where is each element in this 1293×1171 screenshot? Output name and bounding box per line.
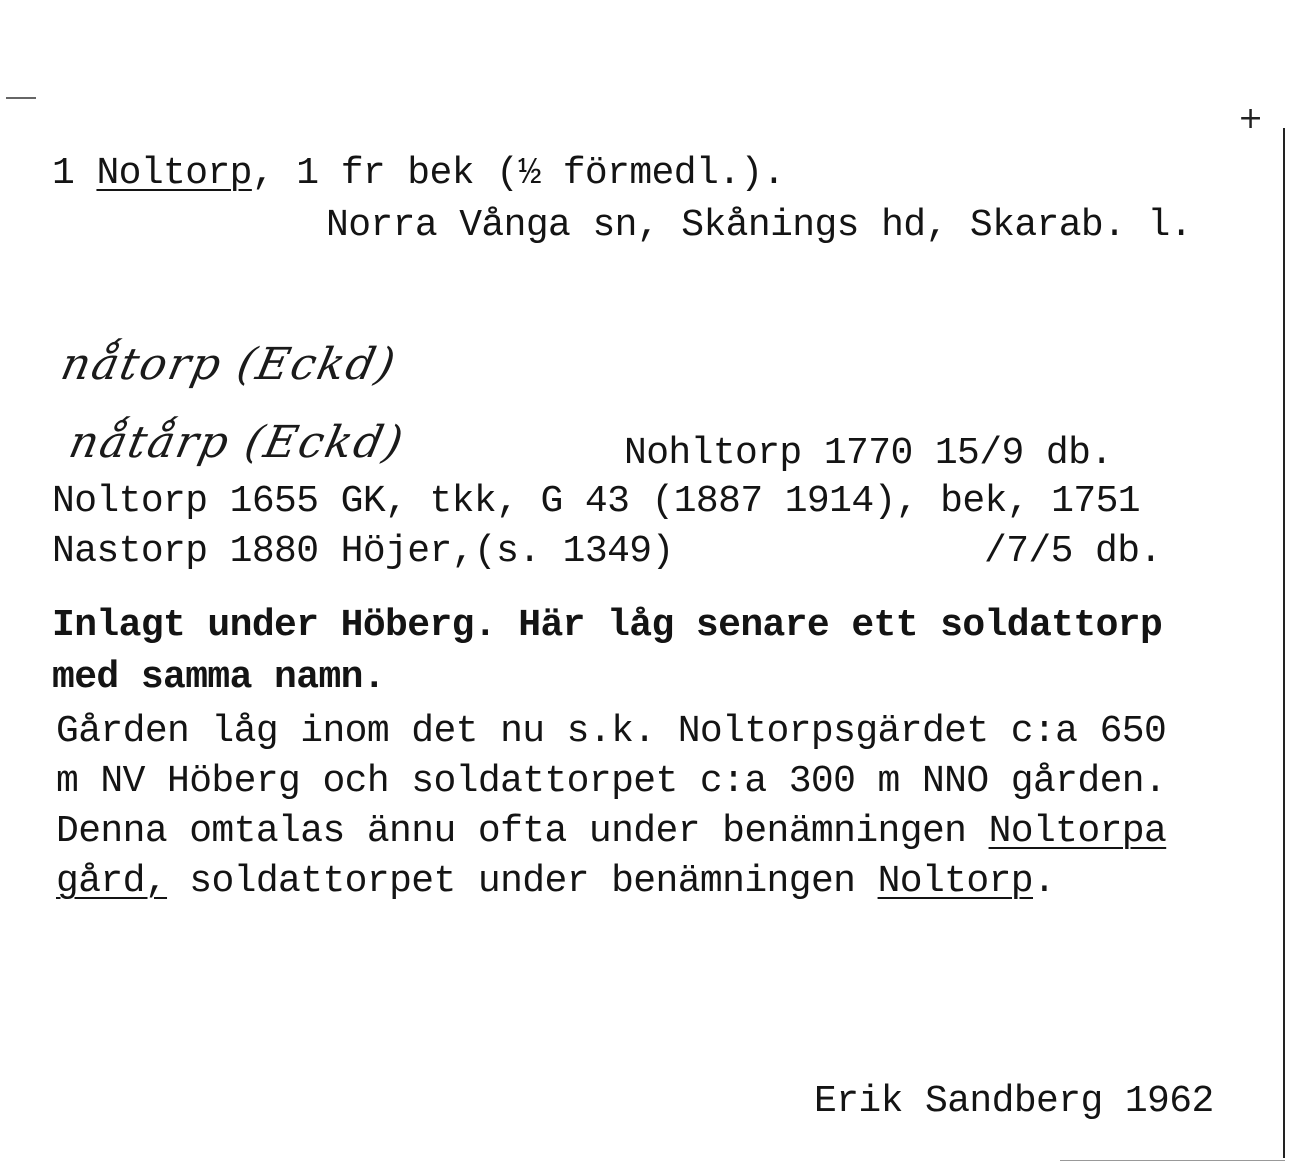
handwritten-form-2: nǻtǻrp (Eckd) [64,417,410,468]
header-line [52,152,785,196]
note-line-4-text: soldattorpet under benämningen [167,860,878,903]
note-line-3 [56,810,1166,854]
note-line-4 [56,860,1055,904]
entry-number: 1 [52,152,75,195]
header-rest: , 1 fr bek (½ förmedl.). [251,152,785,195]
handwritten-form-1: nǻtorp (Eckd) [56,339,402,390]
form-line-3-left: Nastorp 1880 Höjer,(s. 1349) [52,530,674,573]
form-line-1: Nohltorp 1770 15/9 db. [624,432,1113,475]
note-line-3-text: Denna omtalas ännu ofta under benämningen [56,810,989,853]
note-line-2: m NV Höberg och soldattorpet c:a 300 m NNO gården. [56,760,1167,803]
card-edge-bottom [1060,1160,1285,1161]
note-line-1: Gården låg inom det nu s.k. Noltorpsgärdet c:a 650 [56,710,1167,753]
card-edge-right [1283,128,1285,1158]
form-line-3-right: /7/5 db. [984,530,1162,573]
form-line-2: Noltorp 1655 GK, tkk, G 43 (1887 1914), bek, 1751 [52,480,1140,523]
location-line: Norra Vånga sn, Skånings hd, Skarab. l. [326,204,1192,247]
note-line-4-end: . [1033,860,1056,903]
corner-mark: + [1238,101,1264,136]
signature: Erik Sandberg 1962 [814,1080,1214,1123]
underlined-name-noltorp: Noltorp [877,860,1033,903]
note-bold-line-1: Inlagt under Höberg. Här låg senare ett soldattorp [52,604,1163,647]
card-edge-top [6,97,36,99]
note-bold-line-2: med samma namn. [52,656,386,699]
underlined-name-noltorpa: Noltorpa [988,810,1167,853]
underlined-word-gard: gård, [56,860,168,903]
place-name: Noltorp [96,152,252,195]
